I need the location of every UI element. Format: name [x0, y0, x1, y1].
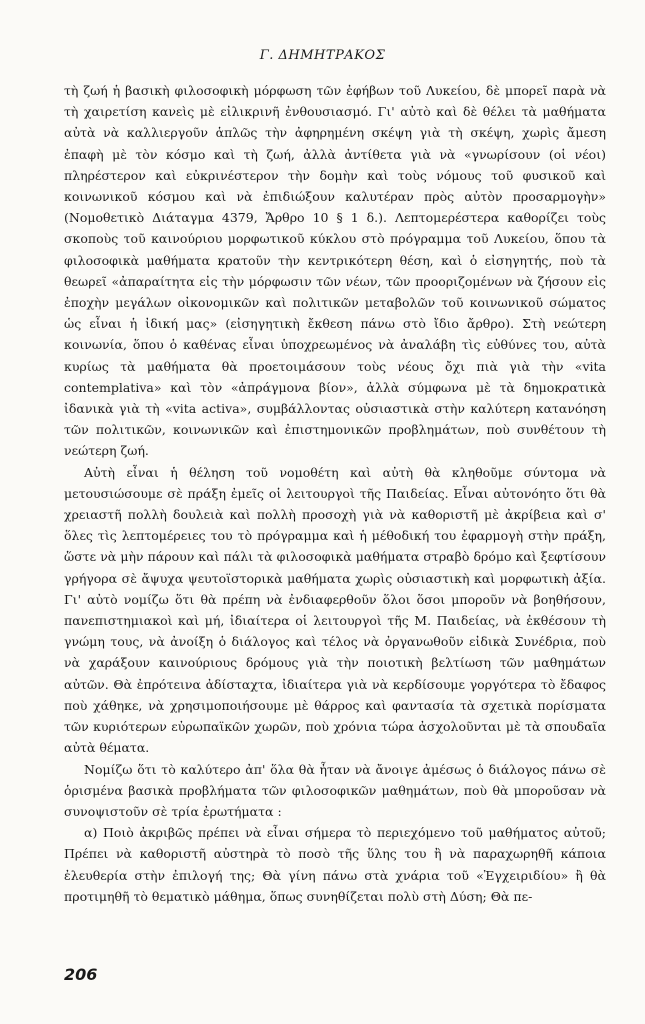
body-text	[64, 80, 606, 907]
paragraph-4: α) Ποιὸ ἀκριβῶς πρέπει νὰ εἶναι σήμερα τὸ περιεχόμενο τοῦ μαθήματος αὐτοῦ; Πρέπει νὰ καθοριστῆ αὐστηρὰ τὸ ποσὸ τῆς ὕλης του ἢ νὰ παραχωρηθῆ κάποια ἐλευθερία στὴν ἐπιλογή της; Θὰ γίνη πάνω στὰ χνάρια τοῦ «Ἐγχειριδίου» ἢ θὰ προτιμηθῆ τὸ θεματικὸ μάθημα, ὅπως συνηθίζεται πολὺ στὴ Δύση; Θὰ πε-	[64, 825, 606, 904]
paragraph-3: Νομίζω ὅτι τὸ καλύτερο ἀπ' ὅλα θὰ ἦταν νὰ ἄνοιγε ἀμέσως ὁ διάλογος πάνω σὲ ὁρισμένα βασικὰ προβλήματα τῶν φιλοσοφικῶν μαθημάτων, ποὺ θὰ μποροῦσαν νὰ συνοψιστοῦν σὲ τρία ἐρωτήματα :	[64, 761, 606, 819]
paragraph-2: Αὐτὴ εἶναι ἡ θέληση τοῦ νομοθέτη καὶ αὐτὴ θὰ κληθοῦμε σύντομα νὰ μετουσιώσουμε σὲ πράξη ἐμεῖς οἱ λειτουργοὶ τῆς Παιδείας. Εἶναι αὐτονόητο ὅτι θὰ χρειαστῆ πολλὴ δουλειὰ καὶ πολλὴ προσοχὴ γιὰ νὰ καθοριστῆ μὲ ἀκρίβεια καὶ σ' ὅλες τὶς λεπτομέρειες του τὸ πρόγραμμα καὶ ἡ μέθοδική του ἐφαρμογὴ στὴν πράξη, ὥστε νὰ μὴν πάρουν καὶ πάλι τὰ φιλοσοφικὰ μαθήματα στραβὸ δρόμο καὶ ξεφτίσουν γρήγορα σὲ ἄψυχα ψευτοϊστορικὰ μαθήματα χωρὶς οὐσιαστικὴ καὶ μορφωτικὴ ἀξία. Γι' αὐτὸ νομίζω ὅτι θὰ πρέπη νὰ ἐνδιαφερθοῦν ὅλοι ὅσοι μποροῦν νὰ βοηθήσουν, πανεπιστημιακοὶ καὶ μή, ἰδιαίτερα οἱ λειτουργοὶ τῆς Μ. Παιδείας, νὰ ἐκθέσουν τὴ γνώμη τους, νὰ ἀνοίξη ὁ διάλογος καὶ τέλος νὰ ὀργανωθοῦν εἰδικὰ Συνέδρια, ποὺ νὰ χαράξουν καινούριους δρόμους γιὰ τὴν ποιοτικὴ βελτίωση τῶν μαθημάτων αὐτῶν. Θὰ ἐπρότεινα ἀδίσταχτα, ἰδιαίτερα γιὰ νὰ κερδίσουμε γοργότερα τὸ ἔδαφος ποὺ χάθηκε, νὰ χρησιμοποιήσουμε μὲ θάρρος καὶ φαντασία τὰ σχετικὰ πορίσματα τῶν κυριότερων εὐρωπαϊκῶν χωρῶν, ποὺ χρόνια τώρα ἀσχολοῦνται μὲ τὰ σπουδαῖα αὐτὰ θέματα.	[64, 464, 606, 756]
running-head: Γ. ΔΗΜΗΤΡΑΚΟΣ	[259, 48, 386, 63]
page-number: 206	[64, 965, 98, 984]
paragraph-1: τὴ ζωή ἡ βασικὴ φιλοσοφικὴ μόρφωση τῶν ἐφήβων τοῦ Λυκείου, δὲ μπορεῖ παρὰ νὰ τὴ χαιρετίση κανεὶς μὲ εἰλικρινῆ ἐνθουσιασμό. Γι' αὐτὸ καὶ δὲ θέλει τὰ μαθήματα αὐτὰ νὰ καλλιεργοῦν ἁπλῶς τὴν ἀφηρημένη σκέψη γιὰ τὴ σκέψη, χωρὶς ἄμεση ἐπαφὴ μὲ τὸν κόσμο καὶ τὴ ζωή, ἀλλὰ ἀντίθετα γιὰ νὰ «γνωρίσουν (οἱ νέοι) πληρέστερον καὶ εὐκρινέστερον τὴν δομὴν καὶ τοὺς νόμους τοῦ φυσικοῦ καὶ κοινωνικοῦ κόσμου καὶ νὰ ἐπιδιώξουν καλυτέραν πρὸς αὐτὸν προσαρμογὴν» (Νομοθετικὸ Διάταγμα 4379, Ἄρθρο 10 § 1 δ.). Λεπτομερέστερα καθορίζει τοὺς σκοποὺς τοῦ καινούριου μορφωτικοῦ κύκλου στὸ πρόγραμμα τοῦ Λυκείου, ὅπου τὰ φιλοσοφικὰ μαθήματα κρατοῦν τὴν κεντρικότερη θέση, καὶ ὁ εἰσηγητής, ποὺ τὰ θεωρεῖ «ἀπαραίτητα εἰς τὴν μόρφωσιν τῶν νέων, τῶν προοριζομένων νὰ ζήσουν εἰς ἐποχὴν μεγάλων οἰκονομικῶν καὶ πολιτικῶν μεταβολῶν τοῦ κοινωνικοῦ σώματος ὡς εἶναι ἡ ἰδική μας» (εἰσηγητικὴ ἔκθεση πάνω στὸ ἴδιο ἄρθρο). Στὴ νεώτερη κοινωνία, ὅπου ὁ καθένας εἶναι ὑποχρεωμένος νὰ ἀναλάβη τὶς εὐθύνες του, αὐτὰ κυρίως τὰ μαθήματα θὰ προετοιμάσουν τοὺς νέους ὄχι πιὰ γιὰ τὴν «vita contemplativa» καὶ τὸν «ἀπράγμονα βίον», ἀλλὰ σύμφωνα μὲ τὰ δημοκρατικὰ ἰδανικὰ γιὰ τὴ «vita activa», συμβάλλοντας οὐσιαστικὰ στὴν καλύτερη κατανόηση τῶν πολιτικῶν, κοινωνικῶν καὶ ἐπιστημονικῶν προβλημάτων, ποὺ συνθέτουν τὴ νεώτερη ζωή.	[64, 83, 606, 459]
